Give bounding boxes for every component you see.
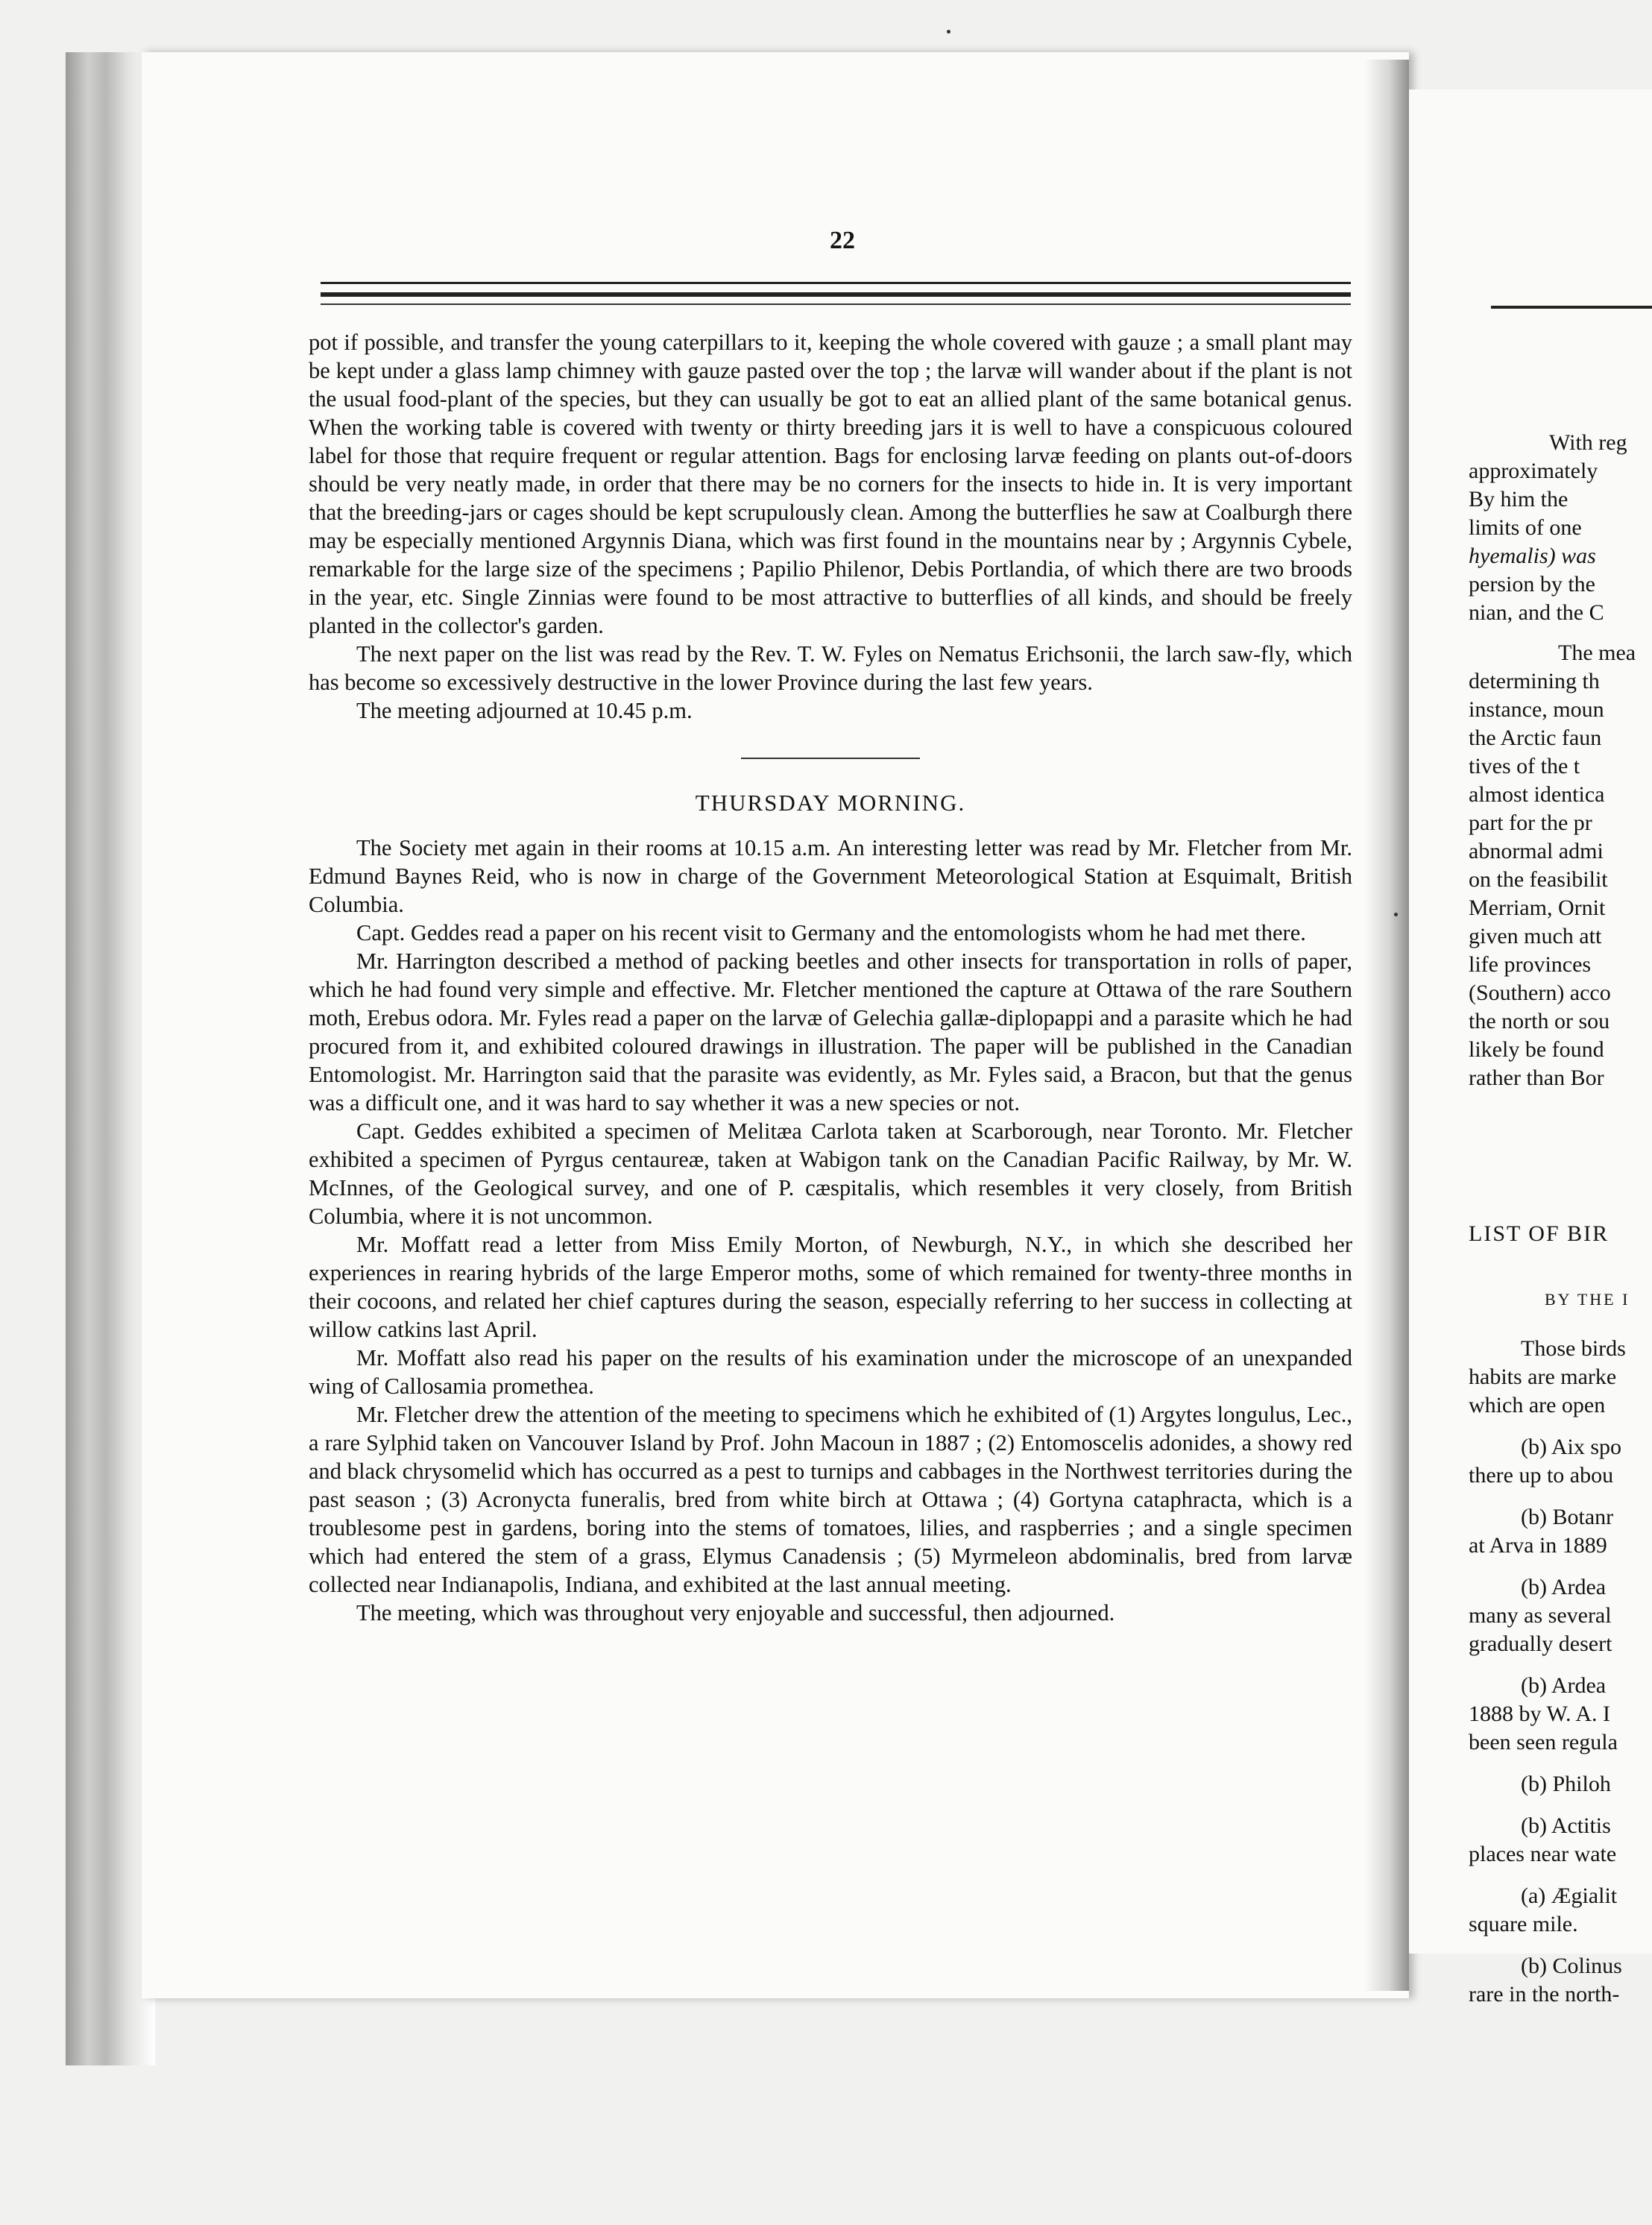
paragraph: Mr. Moffatt also read his paper on the results of his examination under the microscope of an unexpanded wing of Callosamia promethea. [309, 1345, 1352, 1399]
right-text-line: (b) Ardea [1521, 1673, 1607, 1698]
right-text-line: almost identica [1469, 782, 1605, 807]
right-text-line: nian, and the C [1469, 600, 1604, 625]
right-text-line: Those birds [1521, 1336, 1626, 1361]
header-rule [321, 282, 1351, 284]
paragraph: The Society met again in their rooms at 10.15 a.m. An interesting letter was read by Mr. Fletcher from Mr. Edmund Baynes Reid, who is now in charge of the Government Meteorological Station at Esquimalt, British Columbia. [309, 835, 1352, 917]
right-text-line: hyemalis) was [1469, 544, 1596, 568]
right-text-line: on the feasibilit [1469, 867, 1608, 892]
right-text-line: (b) Botanr [1521, 1505, 1614, 1529]
right-text-line: (b) Ardea [1521, 1575, 1607, 1599]
page-gutter-shadow [1364, 60, 1409, 1991]
right-text-line: instance, moun [1469, 697, 1604, 722]
paragraph: pot if possible, and transfer the young caterpillars to it, keeping the whole covered with gauze ; a small plant may be kept under a glass lamp chimney with gauze pasted over the top ; the larvæ will wander about if the plant is not the usual food-plant of the species, but they can usually be got to eat an allied plant of the same botanical genus. When the working table is covered with twenty or thirty breeding jars it is well to have a conspicuous coloured label for those that require frequent or regular attention. Bags for enclosing larvæ feeding on plants out-of-doors should be very neatly made, in order that there may be no corners for the insects to hide in. It is very important that the breeding-jars or cages should be kept scrupulously clean. Among the butterflies he saw at Coalburgh there may be especially mentioned Argynnis Diana, which was first found in the mountains near by ; Argynnis Cybele, remarkable for the large size of the specimens ; Papilio Philenor, Debis Portlandia, of which there are two broods in the year, etc. Single Zinnias were found to be most attractive to butterflies of all kinds, and should be freely planted in the collector's garden. [309, 330, 1352, 638]
right-text-line: By him the [1469, 487, 1569, 512]
right-text-line: (a) Ægialit [1521, 1883, 1618, 1908]
right-text-line: (Southern) acco [1469, 981, 1611, 1005]
right-text-line: which are open [1469, 1393, 1606, 1417]
right-text-line: limits of one [1469, 515, 1582, 540]
section-divider [741, 758, 920, 759]
right-text-line: persion by the [1469, 572, 1595, 597]
right-text-line: rare in the north- [1469, 1982, 1620, 2007]
paragraph: Mr. Moffatt read a letter from Miss Emily Morton, of Newburgh, N.Y., in which she described her experiences in rearing hybrids of the large Emperor moths, some of which remained for twenty-three months in their cocoons, and related her chief captures during the season, especially referring to her success in collecting at willow catkins last April. [309, 1232, 1352, 1342]
right-text-line: gradually desert [1469, 1631, 1612, 1656]
right-text-line: The mea [1558, 641, 1636, 665]
right-page-rule [1491, 306, 1652, 309]
paragraph: The next paper on the list was read by the Rev. T. W. Fyles on Nematus Erichsonii, the larch saw-fly, which has become so excessively destructive in the lower Province during the last few years. [309, 641, 1352, 695]
header-rule-thick [321, 292, 1351, 297]
right-text-line: places near wate [1469, 1842, 1617, 1866]
right-text-line: tives of the t [1469, 754, 1580, 778]
right-text-line: (b) Philoh [1521, 1772, 1611, 1796]
right-text-line: the Arctic faun [1469, 726, 1602, 750]
paragraph: Capt. Geddes exhibited a specimen of Melitæa Carlota taken at Scarborough, near Toronto. Mr. Fletcher exhibited a specimen of Pyrgus centaureæ, taken at Wabigon tank on the Canadian Pacific Railway, by Mr. W. McInnes, of the Geological survey, and one of P. cæspitalis, which resembles it very closely, from British Columbia, where it is not uncommon. [309, 1118, 1352, 1229]
right-text-line: (b) Colinus [1521, 1954, 1622, 1978]
right-text-line: 1888 by W. A. I [1469, 1702, 1611, 1726]
paragraph: The meeting, which was throughout very enjoyable and successful, then adjourned. [356, 1600, 1115, 1626]
page-body [309, 328, 1352, 1627]
paragraph: The meeting adjourned at 10.45 p.m. [356, 698, 693, 723]
right-section-subheading: BY THE I [1545, 1290, 1630, 1309]
right-text-line: many as several [1469, 1603, 1612, 1628]
right-text-line: With reg [1549, 430, 1627, 455]
right-text-line: the north or sou [1469, 1009, 1610, 1033]
paragraph: Mr. Fletcher drew the attention of the meeting to specimens which he exhibited of (1) Argytes longulus, Lec., a rare Sylphid taken on Vancouver Island by Prof. John Macoun in 1887 ; (2) Entomoscelis adonides, a showy red and black chrysomelid which has occurred as a pest to turnips and cabbages in the Northwest territories during the past season ; (3) Acronycta funeralis, bred from white birch at Ottawa ; (4) Gortyna cataphracta, which is a troublesome pest in gardens, boring into the stems of tomatoes, lilies, and raspberries ; and a single specimen which had entered the stem of a grass, Elymus Canadensis ; (5) Myrmeleon abdominalis, bred from larvæ collected near Indianapolis, Indiana, and exhibited at the last annual meeting. [309, 1402, 1352, 1597]
right-text-line: abnormal admi [1469, 839, 1604, 863]
paragraph: Capt. Geddes read a paper on his recent visit to Germany and the entomologists whom he had met there. [356, 920, 1306, 945]
right-text-line: been seen regula [1469, 1730, 1618, 1754]
right-text-line: at Arva in 1889 [1469, 1533, 1607, 1558]
right-text-line: Merriam, Ornit [1469, 896, 1606, 920]
right-text-line: given much att [1469, 924, 1602, 948]
section-heading: THURSDAY MORNING. [695, 790, 966, 816]
right-text-line: (b) Aix spo [1521, 1435, 1621, 1459]
header-rule-thin [321, 303, 1351, 305]
right-text-line: (b) Actitis [1521, 1813, 1611, 1838]
scan-speck [1394, 913, 1398, 916]
right-text-line: approximately [1469, 459, 1598, 483]
page-number: 22 [830, 227, 855, 254]
right-text-line: likely be found [1469, 1037, 1604, 1062]
right-text-line: square mile. [1469, 1912, 1578, 1936]
right-section-heading: LIST OF BIR [1469, 1221, 1610, 1246]
scan-speck [947, 30, 950, 34]
paragraph: Mr. Harrington described a method of packing beetles and other insects for transportation in rolls of paper, which he had found very simple and effective. Mr. Fletcher mentioned the capture at Ottawa of the rare Southern moth, Erebus odora. Mr. Fyles read a paper on the larvæ of Gelechia gallæ-diplopappi and a parasite which he had procured from it, and exhibited coloured drawings in illustration. The paper will be published in the Canadian Entomologist. Mr. Harrington said that the parasite was evidently, as Mr. Fyles said, a Bracon, but that the genus was a difficult one, and it was hard to say whether it was a new species or not. [309, 948, 1352, 1115]
right-text-line: life provinces [1469, 952, 1592, 977]
right-text-line: part for the pr [1469, 811, 1592, 835]
right-text-line: rather than Bor [1469, 1066, 1604, 1090]
right-text-line: habits are marke [1469, 1365, 1617, 1389]
right-text-line: determining th [1469, 669, 1600, 693]
right-text-line: there up to abou [1469, 1463, 1614, 1488]
